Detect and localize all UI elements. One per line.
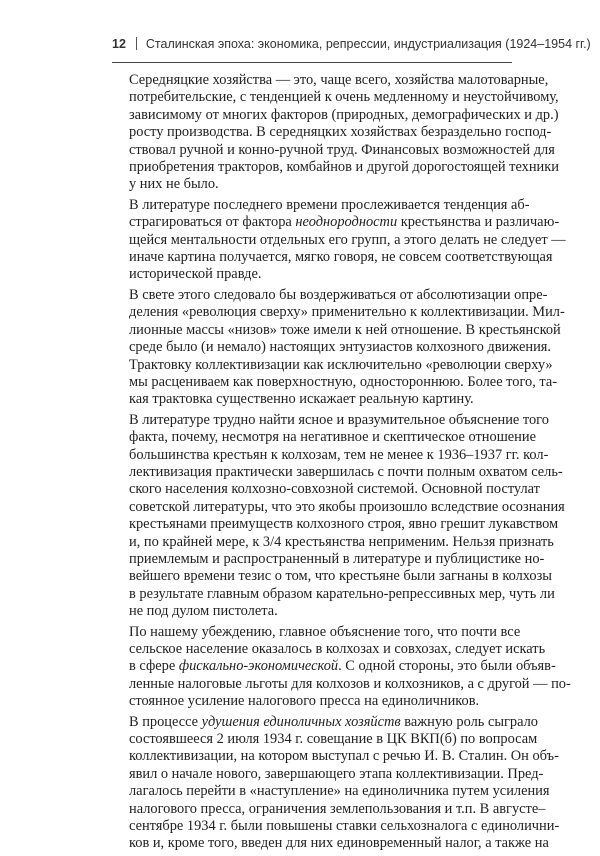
paragraph: [112, 72, 559, 194]
text-line: [112, 304, 565, 321]
text-line: [112, 765, 544, 783]
text-run: Середняцкие хозяйства — это, чаще всего, хозяйства малотоварные,: [129, 72, 549, 88]
text-run: налогового пресса, ограничения землепользования и т.п. В августе–: [129, 800, 546, 817]
text-run: крестьянства и различаю-: [397, 214, 560, 231]
text-run: и, по крайней мере, к 3/4 крестьянства неприменим. Нельзя признать: [129, 533, 554, 550]
text-line: [112, 783, 550, 800]
text-line: [112, 356, 553, 374]
text-line: [112, 603, 512, 620]
paragraph: [112, 713, 560, 853]
text-line: [112, 658, 556, 675]
text-run: В процессе: [129, 713, 202, 730]
text-run: щейся ментальности отдельных его групп, а этого делать не следует —: [129, 231, 566, 248]
text-line: [112, 713, 538, 731]
text-run: росту производства. В середняцких хозяйствах безраздельно господ-: [129, 124, 552, 141]
text-line: [112, 446, 549, 464]
text-run: в результате главным образом карательно-репрессивных мер, чуть ли: [129, 585, 555, 602]
text-line: [112, 731, 538, 748]
text-line: [112, 533, 554, 551]
paragraph: [112, 623, 571, 711]
text-line: [112, 481, 540, 498]
text-line: [112, 141, 555, 159]
text-run: ствовал ручной и конно-ручной труд. Финансовых возможностей для: [129, 141, 555, 158]
text-line: [112, 463, 563, 481]
text-run: в сфере: [129, 658, 179, 675]
paragraph: [112, 411, 565, 621]
text-run: состоявшееся 2 июля 1934 г. совещание в ЦК ВКП(б) по вопросам: [129, 731, 538, 748]
emphasized-text: неоднородности: [295, 214, 398, 231]
text-run: факта, почему, несмотря на негативное и скептическое отношение: [129, 429, 536, 446]
text-line: [112, 568, 552, 585]
text-line: [112, 159, 559, 176]
text-run: стоянное усиление налогового пресса на единоличников.: [129, 693, 480, 710]
text-run: советской литературы, что это якобы произошло вследствие осознания: [129, 498, 565, 515]
text-line: [112, 72, 549, 89]
text-run: не под дулом пистолета.: [129, 603, 278, 620]
text-line: [112, 214, 560, 231]
text-run: ленные налоговые льготы для колхозов и колхозников, а с другой — по-: [129, 675, 571, 692]
body-text: [112, 72, 571, 856]
text-run: По нашему убеждению, главное объяснение того, что почти все: [129, 623, 521, 640]
text-run: приобретения тракторов, комбайнов и другой дорогостоящей техники: [129, 159, 559, 176]
text-run: мы расцениваем как поверхностную, одностороннюю. Более того, та-: [129, 373, 558, 390]
text-line: [112, 498, 565, 516]
header-separator: [136, 37, 137, 50]
text-line: [112, 196, 530, 214]
text-run: В литературе трудно найти ясное и вразумительное объяснение того: [129, 411, 549, 428]
text-run: крестьянами преимуществ колхозного строя, явно грешит лукавством: [129, 516, 559, 533]
text-line: [112, 373, 558, 391]
text-line: [112, 800, 546, 818]
text-run: у них не было.: [129, 176, 219, 193]
paragraph: [112, 286, 565, 409]
text-run: В свете этого следовало бы воздерживаться от абсолютизации опре-: [129, 286, 548, 303]
text-run: потребительские, с тенденцией к очень медленному и неустойчивому,: [129, 89, 559, 106]
text-run: сельское население оказалось в колхозах и совхозах, следует искать: [129, 641, 546, 657]
text-run: исторической правде.: [129, 266, 262, 283]
text-run: лагалось перейти в «наступление» на единоличника путем усиления: [129, 783, 550, 800]
header-rule: [112, 62, 512, 63]
text-run: явил о начале нового, завершающего этапа коллективизации. Пред-: [129, 765, 544, 782]
text-line: [112, 176, 512, 193]
text-line: [112, 818, 560, 835]
text-line: [112, 89, 559, 106]
text-run: иначе картина получается, мягко говоря, не совсем соответствующая: [129, 249, 553, 266]
text-run: В литературе последнего времени прослеживается тенденция аб-: [129, 196, 530, 213]
text-run: ков и, кроме того, введен для них единовременный налог, а также на: [129, 835, 549, 852]
text-line: [112, 516, 559, 533]
text-run: Трактовку коллективизации как исключительно «революции сверху»: [129, 356, 553, 373]
text-run: лективизация практически завершилась с почти полным охватом сель-: [129, 463, 563, 480]
text-run: зависимому от многих факторов (природных, демографических и др.): [129, 106, 559, 123]
text-run: важную роль сыграло: [400, 713, 538, 730]
text-line: [112, 550, 545, 568]
emphasized-text: удушения единоличных хозяйств: [201, 713, 401, 730]
text-line: [112, 748, 559, 765]
text-run: приемлемым и распространенный в литературе и публицистике но-: [129, 550, 545, 567]
text-line: [112, 411, 549, 429]
text-run: страгироваться от фактора: [129, 214, 296, 231]
text-run: сентябре 1934 г. были повышены ставки сельхозналога с единолични-: [129, 818, 560, 835]
text-line: [112, 339, 552, 356]
text-line: [112, 321, 561, 339]
page-number: 12: [112, 37, 126, 51]
text-line: [112, 286, 548, 304]
text-run: кая трактовка существенно искажает реальную картину.: [129, 391, 474, 408]
text-line: [112, 641, 546, 658]
text-line: [112, 585, 555, 603]
text-run: вейшего времени тезис о том, что крестьяне были загнаны в колхозы: [129, 568, 552, 585]
text-line: [112, 835, 549, 852]
text-run: лионные массы «низов» тоже имели к ней отношение. В крестьянской: [129, 321, 561, 338]
text-run: деления «революция сверху» применительно к коллективизации. Мил-: [129, 304, 565, 321]
text-line: [112, 266, 512, 283]
text-line: [112, 693, 512, 710]
text-line: [112, 429, 536, 446]
text-line: [112, 623, 521, 641]
text-line: [112, 124, 552, 141]
paragraph: [112, 196, 566, 284]
text-run: среде было (и немало) настоящих энтузиастов колхозного движения.: [129, 339, 552, 356]
text-run: ского населения колхозно-совхозной системой. Основной постулат: [129, 481, 540, 498]
text-line: [112, 231, 566, 249]
text-run: . С одной стороны, это были объяв-: [338, 658, 556, 675]
text-line: [112, 391, 512, 408]
text-run: большинства крестьян к колхозам, тем не менее к 1936–1937 гг. кол-: [129, 446, 549, 463]
text-line: [112, 675, 571, 693]
text-line: [112, 106, 559, 124]
text-run: коллективизации, на котором выступал с речью И. В. Сталин. Он объ-: [129, 748, 559, 765]
emphasized-text: фискально-экономической: [178, 658, 339, 675]
running-title: Сталинская эпоха: экономика, репрессии, индустриализация (1924–1954 гг.): [145, 37, 591, 51]
text-line: [112, 249, 553, 266]
running-header: [112, 37, 591, 57]
